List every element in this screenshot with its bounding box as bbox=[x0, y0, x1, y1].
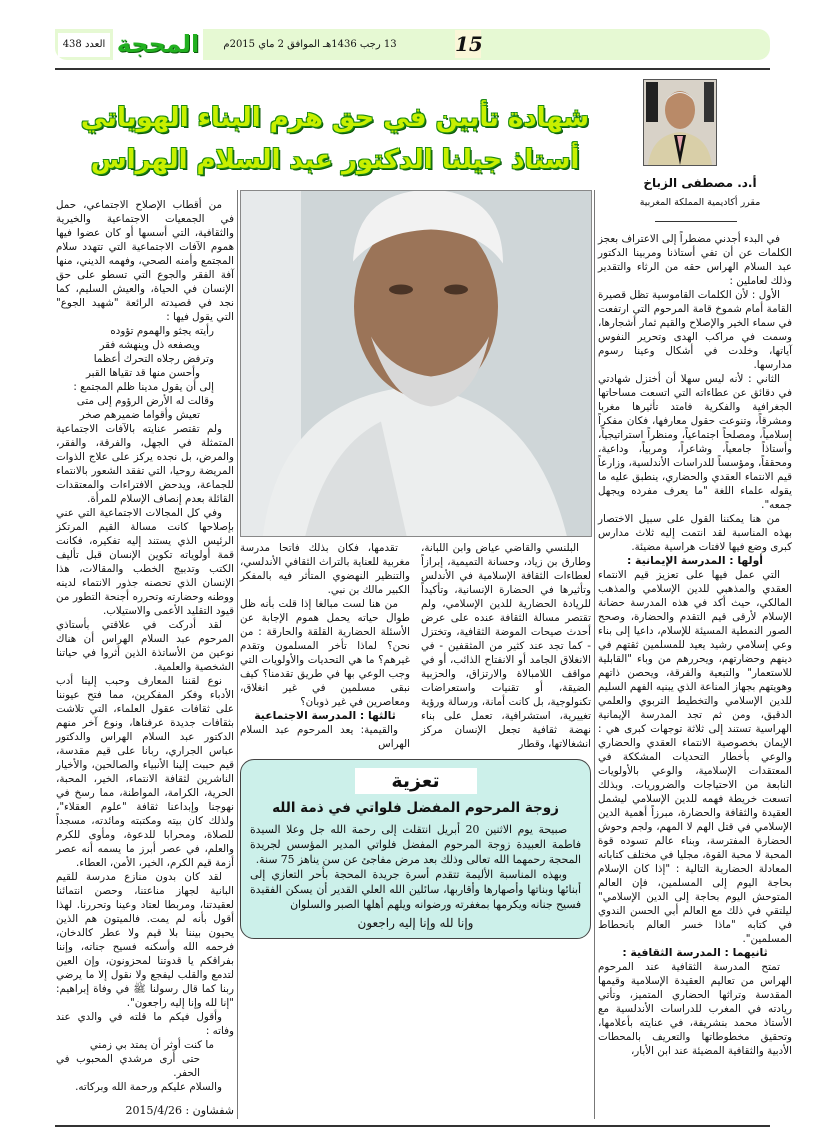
issue-number: العدد 438 bbox=[58, 33, 110, 57]
article-column-middle-left bbox=[240, 541, 410, 751]
article-column-right bbox=[598, 232, 792, 1058]
poem-verse: إلى أن يقول مدينا ظلم المجتمع : bbox=[73, 381, 214, 393]
column-divider bbox=[237, 190, 238, 1119]
poem-verse: حتى أرى مرشدي المحبوب في الحفر. bbox=[56, 1053, 200, 1079]
condolence-box bbox=[240, 759, 591, 939]
poem-verse: تعيش وأقواما ضميرهم صخر bbox=[79, 409, 200, 421]
author-divider bbox=[655, 221, 737, 222]
newspaper-logo: المحجة bbox=[113, 29, 203, 60]
paragraph: من هنا يمكننا القول على سبيل الاختصار بهذه المناسبة لقد انتمت إليه ثلاث مدارس كبرى وضع فيها لافتات هراسية مضيئة. bbox=[598, 513, 792, 553]
middle-columns bbox=[240, 541, 591, 751]
poem-verse: وقالت له الأرض الرؤوم إلى متى bbox=[76, 395, 214, 407]
author-name: أ.د. مصطفى الزباخ bbox=[643, 176, 757, 190]
paragraph: في البدء أجدني مضطراً إلى الاعتراف بعجز الكلمات عن أن تفي أستاذنا ومربينا الدكتور عبد السلام الهراس حقه من الرثاء والتقدير وذلك لعاملين : bbox=[598, 233, 792, 287]
paragraph: نوع لقننا المعارف وحبب إلينا أدب الأدباء وفكر المفكرين، مما فتح عيوننا على ثقافات عقول العلماء، التي تلاشت بثقافات جديدة عرفناها، ونوع آخر منهم الدكتور عبد السلام الهراس والدكتور عباس الجراري، ربانا على قيم مقدسة، قيم حببت إلينا الأنبياء والصالحين، والأخيار الناشرين لثقافة الانتماء، الخير، المحبة، الحرية، الكرامة، المواطنة، مما رسخ في نهوجنا وإبداعنا ثقافة "علوم العقلاء"، ولذلك كان بيته ومكتبته ومائدته، مسجداً للصلاة، ومحرابا للدعوة، ومأوى للكرم والعلم، في عصر أبرز ما يسمه أنه عصر أزمة قيم الكرم، الخير، الأمن، العطاء. bbox=[56, 675, 234, 869]
paragraph: الثاني : لأنه ليس سهلا أن أختزل شهادتي في دقائق عن عطاءاته التي اتسعت مساحاتها الجغرافية والفكرية فامتد تأثيرها مغربا ومشرقاً، وتنوعت حقول معارفها، فكان مفكراً إسلامياً، ومصلحاً اجتماعياً، ومنظراً استراتيجياً، وأستاذاً جامعياً، وشاعراً، ومربياً، وداعية، ومحققاً، ومؤسساً للدراسات الأندلسية، وزارعاً قيم الانتماء العقدي والحضاري، ينطبق عليه ما يقوله علماء اللغة "ما يعرف مفرده ويجهل جمعه". bbox=[598, 373, 792, 511]
poem-verse: رأيته يجثو والهموم تؤوده bbox=[110, 325, 214, 337]
section-heading: ثانيهما : المدرسة الثقافية : bbox=[622, 946, 768, 959]
section-heading: ثالثها : المدرسة الاجتماعية bbox=[254, 709, 396, 722]
author-role: مقرر أكاديمية المملكة المغربية bbox=[639, 197, 761, 208]
paragraph: والقيمية: يعد المرحوم عبد السلام الهراس bbox=[240, 724, 410, 750]
paragraph: والسلام عليكم ورحمة الله وبركاته. bbox=[75, 1081, 222, 1093]
condolence-title: تعزية bbox=[355, 768, 477, 794]
condolence-closing: وإنا لله وإنا إليه راجعون bbox=[357, 916, 474, 930]
section-heading: أولها : المدرسة الإيمانية : bbox=[626, 554, 764, 567]
paragraph: من هنا لست مبالغا إذا قلت بأنه ظل طوال حياته يحمل هموم الإجابة عن الأسئلة الحضارية القلقة والحارقة : من نحن؟ لماذا تأخر المسلمون وتقدم غيرهم؟ ما هي التحديات والأولويات التي وجب الوعي بها في طريق تقدمنا؟ كيف نبقى مسلمين في غير انغلاق، ومعاصرين في غير ذوبان؟ bbox=[240, 598, 410, 708]
condolence-paragraph: صبيحة يوم الاثنين 20 أبريل انتقلت إلى رحمة الله جل وعلا السيدة فاطمة العبيدة زوجة المرحوم المفضل فلواتي المدير المؤسس لجريدة المحجة رحمهما الله تعالى وذلك بعد مرض مفاجئ عن سن يناهز 75 سنة. bbox=[250, 823, 581, 866]
paragraph: التي عمل فيها على تعزيز قيم الانتماء العقدي والمذهبي للدين الإسلامي والمذهب المالكي، حيث أكد في هذه المدرسة حضانة الإسلام لأرقى قيم التقدم والحضارة، وصحح الصور النمطية المسيئة للإسلام، داعيا إلى بناء وعي إسلامي رشيد يعيد للمسلمين ثقتهم في دينهم وحضارتهم، ويحررهم من وباء "القابلية للاستعمار" والتبعية والفرقة، ويحصن ذاتهم وهويتهم بجهاز المناعة الذي يبنيه الفهم السليم للدين الإسلامي والتخطيط التربوي والعلمي الدقيق، ومن ثم تجد المدرسة الإيمانية الهراسية تستند إلى ثلاثة توجهات كبرى هي : الإيمان بخصوصية الانتماء العقدي والحضاري والوعي بأخطار التحديات المشككة في المعتقدات الإسلامية، والوعي بالأولويات النابعة من الاحتياجات والضروريات. وبذلك اتسعت خريطة فهمه للدين الإسلامي ليشمل العقيدة والثقافة والحضارة، مبرزاً أهمية الدين الإسلامي في قتل الهم لا المهم، ولجم وحوش الحضارة المفترسة، وبناء عالم تسوده قوة المحبة لا محبة القوة، مجليا في مختلف كتاباته المعادلة الحضارية التالية : "إذا كان الإسلام بحاجة اليوم إلى المسلمين، فإن العالم المتوحش اليوم بحاجة إلى الدين الإسلامي" ليلتقي في ذلك مع العالم أبي الحسن الندوي في كتابه "ماذا خسر العالم بانحطاط المسلمين". bbox=[598, 569, 792, 945]
paragraph: البلنسي والقاضي عياض وابن اللبانة، وطارق بن زياد، وحسانة التميمية، إبرازاً لعطاءات الثقافة الإسلامية في الأندلس وتأثيرها في الحضارة الإنسانية، وتأكيداً للريادة الحضارية للدين الإسلامي، ولم تقتصر مسالة الثقافة عنده على عرض أحدث صيحات الموضة الثقافية، وتختزل - كما تجد عند كثير من المثقفين - في الانغلاق الجامد أو الانفتاح الذائب، أو في مواقف اللامبالاة والارتزاق، والحزبية الضيقة، أو تقنيات واستعراضات تكنولوجية، بل كانت أمانة، ورسالة ورؤية تغييرية، استشرافية، تعمل على بناء نهضة ثقافية تجعل الإنسان مركز انشغالاتها، وقطار bbox=[421, 542, 591, 750]
article-title-line1: شهادة تأبين في حق هرم البناء الهوياتي bbox=[80, 103, 590, 133]
article-column-left bbox=[56, 198, 234, 1094]
paragraph: تقدمها، فكان بذلك فاتحا مدرسة مغربية للعناية بالتراث الثقافي الأندلسي، والتنظير النهضوي المتأثر فيه بالمفكر الكبير مالك بن نبي. bbox=[240, 542, 410, 596]
left-section bbox=[56, 198, 234, 1117]
paragraph: لقد كان بدون منازع مدرسة للقيم البانية لجهاز مناعتنا، وحصن انتمائنا لعقيدتنا، ومربطا لعتاد وعينا وتحررنا. لهذا أقول بأنه لم يمت. فالميتون هم الذين يحيون بيننا بلا قيم ولا عطر كالدخان، فرحمه الله وأسكنه فسيح جناته، وإننا بفراقكم يا قدوتنا لمحزونون، وإن العين لتدمع والقلب ليفجع ولا نقول إلا ما يرضي ربنا كما قال رسولنا ﷺ في وفاة إبراهيم: "إنا لله وإنا إليه راجعون". bbox=[56, 871, 234, 1009]
article-title-line2: أستاذ جيلنا الدكتور عبد السلام الهراس bbox=[90, 145, 580, 175]
article-column-middle-right bbox=[421, 541, 591, 751]
paragraph: ولم تقتصر عنايته بالآفات الاجتماعية المتمثلة في الجهل، والفرقة، والفقر، والمرض، بل نجده يركز على علاج الذوات المريضة روحيا، التي تفقد الشعور بالانتماء للجماعة، ويدحض الافتراءات والمعتقدات القائلة بعدم إنصاف الإسلام للمرأة. bbox=[56, 423, 234, 505]
footer-divider bbox=[55, 1125, 770, 1127]
issue-date: 13 رجب 1436هـ الموافق 2 ماي 2015م bbox=[223, 39, 397, 50]
paragraph: من أقطاب الإصلاح الاجتماعي، حمل في الجمعيات الاجتماعية والخيرية والثقافية، التي أسسها أو كان عضوا فيها هموم الآفات الاجتماعية التي تتهدد سلام المجتمع وأمنه الصحي، وفهمه الديني، منها آفة الفقر والجوع التي تسطو على حق الإنسان في الحياة، والعيش السليم، كما نجد في قصيدته الرائعة "شهيد الجوع" التي يقول فيها : bbox=[56, 199, 234, 323]
poem-verse: ما كنت أوثر أن يمتد بي زمني bbox=[89, 1039, 214, 1051]
column-divider bbox=[594, 190, 595, 1119]
paragraph: وفي كل المجالات الاجتماعية التي عني بإصلاحها كانت مسالة القيم المرتكز الرئيس الذي يستند إليه تفكيره، فكانت قمة أولوياته تكوين الإنسان قبل تأليف الكتب وتدبيج الخطب والمقالات، هذا الإنسان الذي تحصنه جذور الانتماء لدينه ووطنه وحضارته وتحرره أجنحة التطور من قيود التقليد الأعمى والاستيلاب. bbox=[56, 507, 234, 617]
paragraph: الأول : لأن الكلمات القاموسية تظل قصيرة القامة أمام شموخ قامة المرحوم التي ارتفعت في سماء الخير والإصلاح والقيم ثمار أشجارها، وسمت في مراكب الهدى وتحرير النفوس آياتها، وخلدت في أشكال وعينا رسوم مدارسها. bbox=[598, 289, 792, 371]
paragraph: وأقول فيكم ما قلته في والدي عند وفاته : bbox=[56, 1011, 234, 1037]
article-signoff: شفشاون : 2015/4/26 bbox=[125, 1104, 234, 1117]
poem-verse: ويصفعه ذل وينهشه فقر bbox=[99, 339, 200, 351]
paragraph: تمتح المدرسة الثقافية عند المرحوم الهراس من تعاليم العقيدة الإسلامية وقيمها المقدسة وتراثها الحضاري المتميز، وتأتي ريادته في المغرب للدراسات الأندلسية مع الأستاذ محمد بنشريفة، في عنايته بأعلامها، وتحقيق مخطوطاتها والتعريف بالمحطات الأدبية والثقافية المضيئة عند ابن الأبار، bbox=[598, 961, 792, 1057]
poem-verse: وترفض رجلاه التحرك أعظما bbox=[93, 353, 214, 365]
condolence-paragraph: وبهذه المناسبة الأليمة تتقدم أسرة جريدة المحجة بأحر التعازي إلى أبنائها وبناتها وأصهارها وأقاربها، سائلين الله العلي القدير أن يسكن الفقيدة فسيح جنانه ويكرمها بمغفرته ورضوانه ويلهم أهلها الصبر والسلوان bbox=[250, 868, 581, 911]
page-number: 15 bbox=[455, 32, 483, 56]
middle-section bbox=[240, 541, 591, 939]
author-photo bbox=[643, 79, 717, 166]
condolence-text bbox=[250, 822, 581, 912]
condolence-subtitle: زوجة المرحوم المفضل فلواتي في ذمة الله bbox=[272, 800, 559, 816]
header-divider bbox=[55, 68, 770, 70]
poem-verse: وأحسن منها قد تقياها القبر bbox=[85, 367, 200, 379]
paragraph: لقد أدركت في علاقتي بأستاذي المرحوم عبد السلام الهراس أن هناك نوعين من الأساتذة الذين أثروا في حياتنا الشخصية والعلمية. bbox=[56, 619, 234, 673]
deceased-photo bbox=[240, 190, 592, 537]
